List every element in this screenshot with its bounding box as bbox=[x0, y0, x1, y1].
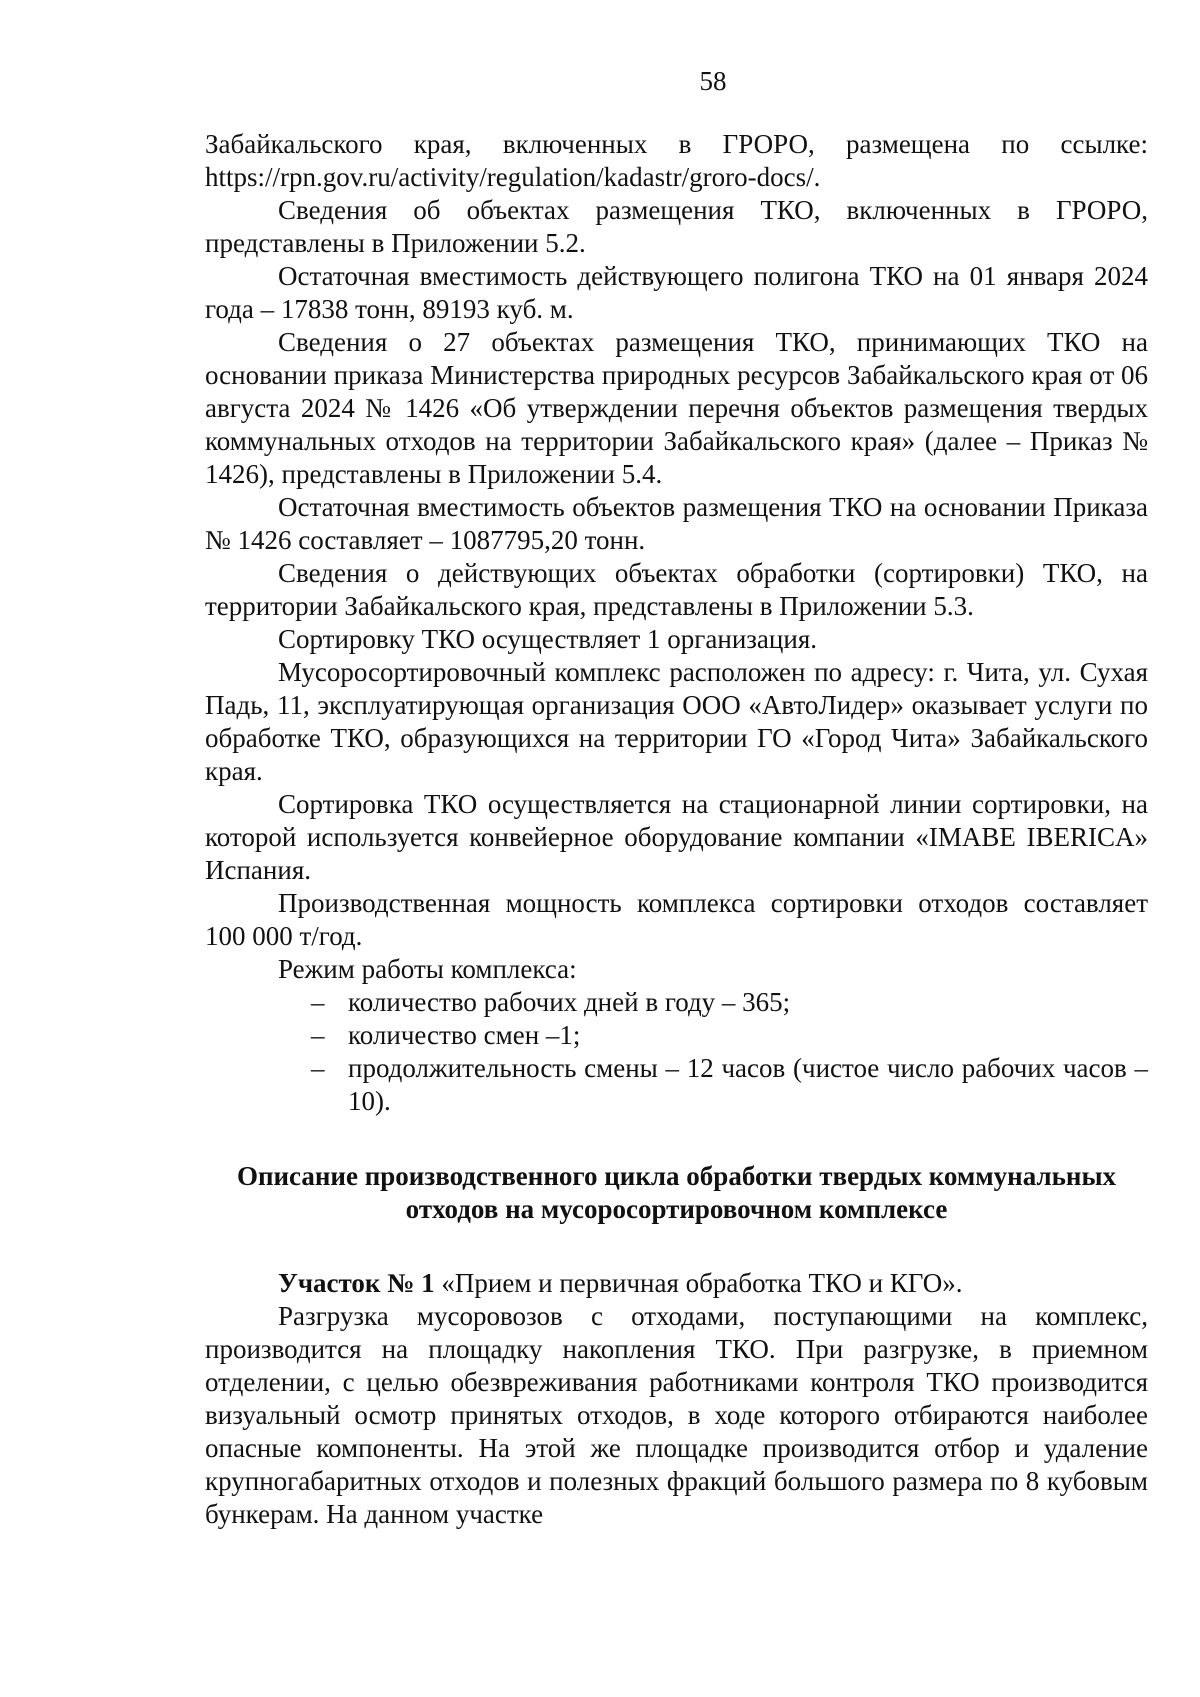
paragraph: Производственная мощность комплекса сортировки отходов составляет 100 000 т/год. bbox=[205, 888, 1148, 951]
paragraph: Остаточная вместимость действующего полигона ТКО на 01 января 2024 года – 17838 тонн, 89193 куб. м. bbox=[205, 261, 1148, 324]
dash-bullet: – bbox=[311, 987, 325, 1017]
paragraph: Сортировка ТКО осуществляется на стационарной линии сортировки, на которой используется конвейерное оборудование компании «IMABE IBERICA» Испания. bbox=[205, 789, 1148, 885]
dash-bullet: – bbox=[311, 1053, 325, 1083]
heading-line: отходов на мусоросортировочном комплексе bbox=[405, 1194, 948, 1224]
section-1-title-rest: «Прием и первичная обработка ТКО и КГО». bbox=[434, 1268, 963, 1298]
paragraph: Режим работы комплекса: bbox=[278, 954, 577, 984]
paragraph: Забайкальского края, включенных в ГРОРО, размещена по ссылке: https://rpn.gov.ru/activity/regulation/kadastr/groro-docs/. bbox=[205, 129, 1148, 192]
list-item bbox=[205, 986, 1148, 1019]
list-item-text: продолжительность смены – 12 часов (чистое число рабочих часов – 10). bbox=[348, 1053, 1148, 1116]
paragraph: Остаточная вместимость объектов размещения ТКО на основании Приказа № 1426 составляет – 1087795,20 тонн. bbox=[205, 492, 1148, 555]
dash-bullet: – bbox=[311, 1020, 325, 1050]
paragraph: Сведения о 27 объектах размещения ТКО, принимающих ТКО на основании приказа Министерства природных ресурсов Забайкальского края от 06 августа 2024 № 1426 «Об утверждении перечня объектов размещения твердых коммунальных отходов на территории Забайкальского края» (далее – Приказ № 1426), представлены в Приложении 5.4. bbox=[205, 327, 1148, 489]
list-item-text: количество рабочих дней в году – 365; bbox=[348, 987, 791, 1017]
paragraph: Разгрузка мусоровозов с отходами, поступающими на комплекс, производится на площадку накопления ТКО. При разгрузке, в приемном отделении, с целью обезвреживания работниками контроля ТКО производится визуальный осмотр принятых отходов, в ходе которого отбираются наиболее опасные компоненты. На этой же площадке производится отбор и удаление крупногабаритных отходов и полезных фракций большого размера по 8 кубовым бункерам. На данном участке bbox=[205, 1301, 1148, 1529]
list-item bbox=[205, 1019, 1148, 1052]
section-1 bbox=[205, 1267, 1148, 1531]
section-1-title-bold: Участок № 1 bbox=[278, 1268, 435, 1298]
heading-line: Описание производственного цикла обработки твердых коммунальных bbox=[236, 1161, 1117, 1191]
paragraph: Сортировку ТКО осуществляет 1 организация. bbox=[278, 624, 817, 654]
page-number: 58 bbox=[699, 66, 727, 96]
list-item bbox=[205, 1052, 1148, 1118]
list-item-text: количество смен –1; bbox=[348, 1020, 581, 1050]
work-mode-list bbox=[205, 986, 1148, 1118]
intro-section bbox=[205, 128, 1148, 986]
paragraph: Сведения об объектах размещения ТКО, включенных в ГРОРО, представлены в Приложении 5.2. bbox=[205, 195, 1148, 258]
section-1-title bbox=[205, 1267, 1148, 1300]
paragraph: Сведения о действующих объектах обработки (сортировки) ТКО, на территории Забайкальского края, представлены в Приложении 5.3. bbox=[205, 558, 1148, 621]
section-heading bbox=[205, 1160, 1148, 1226]
paragraph: Мусоросортировочный комплекс расположен по адресу: г. Чита, ул. Сухая Падь, 11, эксплуатирующая организация ООО «АвтоЛидер» оказывает услуги по обработке ТКО, образующихся на территории ГО «Город Чита» Забайкальского края. bbox=[205, 657, 1148, 786]
